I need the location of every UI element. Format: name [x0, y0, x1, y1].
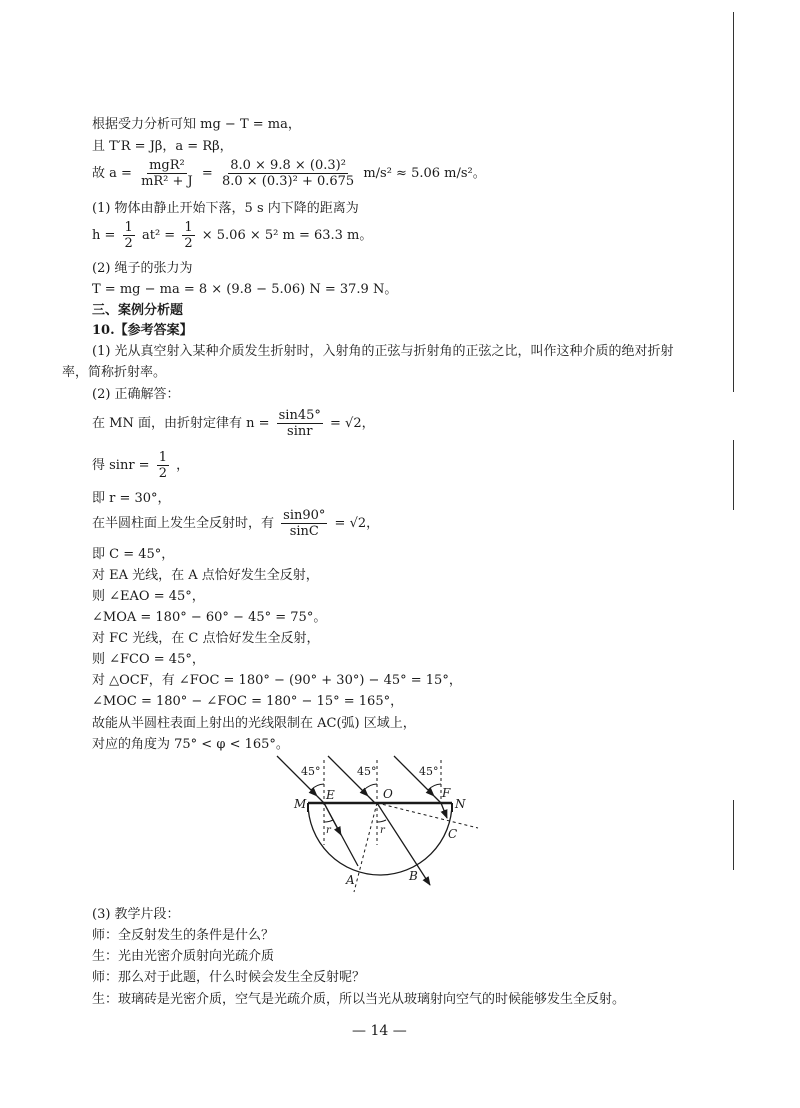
text-line: 对 △OCF，有 ∠FOC = 180° − (90° + 30°) − 45° = 15°，	[92, 673, 462, 688]
text-line: 生：光由光密介质射向光疏介质	[92, 949, 275, 964]
fraction: $\frac{1}{2}$	[124, 220, 133, 251]
equation-text: 在半圆柱面上发生全反射时，有	[92, 516, 275, 531]
text-line: 率，简称折射率。	[62, 365, 167, 380]
equation-text: 在 MN 面，由折射定律有 n =	[92, 416, 270, 431]
text-line: 对应的角度为 75° < φ < 165°。	[92, 737, 289, 752]
text-line: 师：那么对于此题，什么时候会发生全反射呢？	[92, 970, 366, 985]
page-number: — 14 —	[352, 1023, 407, 1039]
equation-text: = √2，	[334, 516, 380, 531]
section-heading: 三、案例分析题	[92, 303, 184, 318]
text-line: (2) 正确解答：	[92, 387, 180, 402]
equation-text: =	[201, 166, 213, 181]
equation-text: m/s² ≈ 5.06 m/s²。	[363, 166, 486, 181]
equation-text: at² =	[141, 228, 176, 243]
equation-text: × 5.06 × 5² m = 63.3 m。	[201, 228, 373, 243]
text-line: 对 EA 光线，在 A 点恰好发生全反射，	[92, 568, 319, 583]
fraction: $\frac{\text{8.0 × 9.8 × (0.3)²}}{\text{8.0 × (0.3)² + 0.675}}$	[221, 158, 355, 189]
fraction: $\frac{1}{2}$	[184, 220, 193, 251]
equation-text: ，	[176, 458, 190, 473]
label-f: F	[442, 786, 451, 800]
label-e: E	[326, 788, 335, 802]
text-line: 师：全反射发生的条件是什么？	[92, 928, 275, 943]
text-line: 且 T′R = Jβ，a = Rβ，	[92, 139, 233, 154]
text-line: 则 ∠FCO = 45°，	[92, 652, 205, 667]
label-o: O	[383, 787, 393, 801]
angle-label: 45°	[301, 765, 321, 778]
text-line: ∠MOA = 180° − 60° − 45° = 75°。	[92, 610, 327, 625]
dashed-oa	[354, 803, 377, 892]
text-line: 根据受力分析可知 mg − T = ma，	[92, 117, 301, 132]
label-r: r	[380, 825, 385, 836]
text-line: 则 ∠EAO = 45°，	[92, 589, 205, 604]
label-m: M	[294, 797, 307, 811]
fraction: $\frac{\text{mgR²}}{\text{mR² + J}}$	[141, 158, 193, 189]
angle-label: 45°	[357, 765, 377, 778]
refracted-ray-ob	[377, 803, 430, 885]
label-n: N	[455, 797, 466, 811]
label-r: r	[326, 825, 331, 836]
equation-text: = √2，	[330, 416, 375, 431]
text-line: T = mg − ma = 8 × (9.8 − 5.06) N = 37.9 N。	[92, 282, 398, 297]
equation-text: 故 a =	[92, 166, 132, 181]
fraction: $\frac{1}{2}$	[158, 450, 167, 481]
angle-label: 45°	[419, 765, 439, 778]
label-a: A	[346, 873, 355, 887]
text-line: (1) 物体由静止开始下落，5 s 内下降的距离为	[92, 201, 359, 216]
fraction: $\frac{\sin 45^\circ}{\sin r}$	[278, 408, 321, 439]
text-line: 生：玻璃砖是光密介质，空气是光疏介质，所以当光从玻璃射向空气的时候能够发生全反射。	[92, 992, 626, 1007]
text-line: 对 FC 光线，在 C 点恰好发生全反射，	[92, 631, 320, 646]
text-line: (3) 教学片段：	[92, 907, 180, 922]
equation-text: h =	[92, 228, 116, 243]
answer-heading: 10.【参考答案】	[92, 323, 193, 338]
label-b: B	[409, 869, 418, 883]
refracted-ray-fc	[441, 803, 447, 818]
text-line: (1) 光从真空射入某种介质发生折射时，入射角的正弦与折射角的正弦之比，叫作这种介质的绝对折射	[92, 344, 674, 359]
label-c: C	[448, 827, 458, 841]
fraction: $\frac{\sin 90^\circ}{\sin C}$	[283, 508, 326, 539]
text-line: 即 r = 30°，	[92, 491, 171, 506]
text-line: 即 C = 45°，	[92, 547, 175, 562]
text-line: 故能从半圆柱表面上射出的光线限制在 AC(弧) 区域上，	[92, 716, 416, 731]
text-line: ∠MOC = 180° − ∠FOC = 180° − 15° = 165°，	[92, 694, 404, 709]
text-line: (2) 绳子的张力为	[92, 261, 193, 276]
equation-text: 得 sinr =	[92, 458, 150, 473]
